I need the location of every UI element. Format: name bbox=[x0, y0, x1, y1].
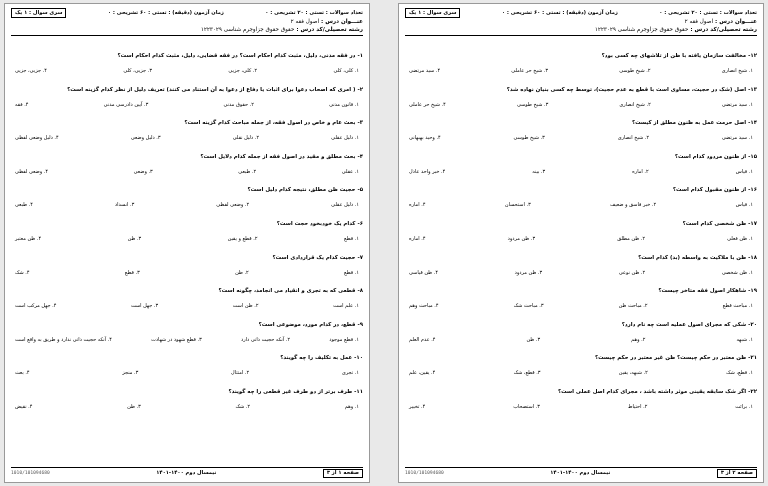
answer-option[interactable]: ۲. آنکه حجیت ذاتی دارد bbox=[241, 336, 291, 343]
answer-option[interactable]: ۴. اماره bbox=[409, 235, 426, 242]
question-number: ۳- bbox=[357, 120, 363, 127]
answer-options bbox=[11, 101, 363, 109]
question-item bbox=[405, 86, 757, 120]
answer-option[interactable]: ۲. شیخ انصاری bbox=[619, 101, 651, 108]
answer-option[interactable]: ۱. دلیل عقلی bbox=[331, 202, 359, 209]
answer-option[interactable]: ۱. قطع bbox=[343, 269, 359, 276]
answer-option[interactable]: ۲. اماره bbox=[632, 168, 649, 175]
question-item bbox=[405, 153, 757, 187]
question-item bbox=[11, 321, 363, 355]
question-text bbox=[405, 220, 757, 229]
answer-option[interactable]: ۴. ظن قیاسی bbox=[409, 269, 439, 276]
question-number: ۸- bbox=[357, 288, 363, 295]
answer-option[interactable]: ۳. مباحث شک bbox=[513, 303, 544, 310]
question-body: شاهکار اصول فقه متاخر چیست؟ bbox=[658, 288, 747, 295]
question-body: ظن شخصی کدام است؟ bbox=[682, 220, 747, 227]
question-body: قطعی که به تجری و انقیاد می انجامد، چگونه است؟ bbox=[218, 288, 356, 295]
question-item bbox=[11, 287, 363, 321]
question-number: ۹- bbox=[357, 321, 363, 328]
question-text bbox=[405, 321, 757, 330]
answer-option[interactable]: ۲. قطع و یقین bbox=[227, 235, 258, 242]
question-number: ۵- bbox=[357, 187, 363, 194]
question-body: اگر شک سابقه یقینی موثر داشته باشد ، مجرای کدام اصل عملی است؟ bbox=[558, 388, 747, 395]
answer-option[interactable]: ۳. جزیی، کلی bbox=[123, 68, 153, 74]
answer-option[interactable]: ۲. خبر فاسق و ضعیف bbox=[610, 202, 657, 209]
question-body: اصل (شک در حجیت، مساوی است با قطع به عدم حجیت)، توسط چه کسی بنیان نهاده شد؟ bbox=[506, 86, 747, 93]
question-text bbox=[11, 153, 363, 162]
answer-option[interactable]: ۳. ظن مردود bbox=[514, 269, 543, 276]
answer-option[interactable]: ۲. ظن مطلق bbox=[617, 235, 646, 242]
answer-option[interactable]: ۲. حقوق مدنی bbox=[223, 101, 254, 108]
question-number: ۴- bbox=[357, 153, 363, 160]
field-value: حقوق حقوق جزاوجرم شناسی ۱۲۲۳۰۲۹ bbox=[594, 27, 689, 33]
question-text bbox=[11, 86, 363, 95]
answer-option[interactable]: ۴. وضعی لفظی bbox=[15, 168, 49, 175]
question-item bbox=[405, 119, 757, 153]
answer-option[interactable]: ۴. شیخ حر عاملی bbox=[409, 101, 446, 108]
question-count: تعداد سوالات : تستی : ۲۰ تشریحی : ۰ bbox=[659, 10, 757, 16]
question-number: ۱۴- bbox=[748, 120, 757, 127]
answer-option[interactable]: ۳. استحسان bbox=[504, 202, 531, 209]
answer-option[interactable]: ۴. جهل مرکب است bbox=[15, 303, 57, 310]
question-item bbox=[11, 86, 363, 120]
question-text bbox=[11, 254, 363, 263]
question-body: کدام یک خودبخود حجت است؟ bbox=[276, 220, 356, 227]
answer-option[interactable]: ۴. وحید بهبهانی bbox=[409, 135, 441, 142]
answer-option[interactable]: ۴. خبر واحد عادل bbox=[409, 168, 446, 175]
answer-option[interactable]: ۴. سید مرتضی bbox=[409, 68, 441, 74]
question-number: ۲- bbox=[357, 86, 363, 93]
question-number: ۲۲- bbox=[748, 388, 757, 395]
answer-options bbox=[405, 336, 757, 344]
answer-option[interactable]: ۲. کلی، جزیی bbox=[228, 68, 258, 74]
question-item bbox=[11, 254, 363, 288]
answer-option[interactable]: ۱. برائت bbox=[735, 403, 753, 410]
question-text bbox=[11, 52, 363, 61]
question-body: حجیت کدام یک قراردادی است؟ bbox=[272, 254, 356, 261]
question-item bbox=[11, 119, 363, 153]
series-label: سری سوال : ۱ یک bbox=[11, 8, 66, 18]
answer-option[interactable]: ۴. عدم العلم bbox=[409, 336, 436, 343]
question-body: بحث عام و خاص در اصول فقه، از جمله مباحث کدام گزینه است؟ bbox=[184, 120, 356, 127]
question-number: ۲۱- bbox=[748, 355, 757, 362]
answer-option[interactable]: ۱. شبهه bbox=[736, 336, 753, 343]
answer-option[interactable]: ۳. ظن bbox=[526, 336, 541, 343]
question-body: شکی که مجرای اصول عملیه است چه نام دارد؟ bbox=[621, 321, 747, 328]
question-count: تعداد سوالات : تستی : ۲۰ تشریحی : ۰ bbox=[265, 10, 363, 16]
question-list bbox=[405, 52, 757, 422]
question-text bbox=[11, 287, 363, 296]
answer-option[interactable]: ۲. ظن است bbox=[232, 303, 259, 310]
answer-option[interactable]: ۳. شیخ طوسی bbox=[516, 101, 549, 108]
header-divider bbox=[11, 35, 363, 36]
answer-option[interactable]: ۴. آنکه حجیت ذاتی ندارد و طریق به واقع است bbox=[15, 336, 112, 343]
answer-option[interactable]: ۳. ظن bbox=[127, 235, 142, 242]
question-number: ۱۲- bbox=[748, 53, 757, 59]
answer-option[interactable]: ۴. یقین، علم bbox=[409, 370, 436, 377]
answer-option[interactable]: ۴. طبعی bbox=[15, 202, 33, 209]
question-text bbox=[11, 186, 363, 195]
answer-options bbox=[11, 269, 363, 277]
answer-option[interactable]: ۱. ظن شخصی bbox=[721, 269, 753, 276]
question-body: از ظنون مقبول کدام است؟ bbox=[672, 187, 747, 194]
answer-option[interactable]: ۱. عقلی bbox=[341, 168, 359, 175]
question-number: ۲۰- bbox=[748, 321, 757, 328]
answer-options bbox=[405, 101, 757, 109]
answer-option[interactable]: ۱. قیاس bbox=[735, 202, 753, 209]
answer-option[interactable]: ۴. فقه bbox=[15, 101, 29, 108]
series-label: سری سوال : ۱ یک bbox=[405, 8, 460, 18]
question-number: ۱۹- bbox=[748, 288, 757, 295]
answer-option[interactable]: ۳. انسداد bbox=[114, 202, 135, 209]
question-item bbox=[405, 287, 757, 321]
answer-option[interactable]: ۲. امتثال bbox=[231, 370, 250, 377]
question-text bbox=[405, 354, 757, 363]
answer-option[interactable]: ۳. وضعی bbox=[133, 168, 153, 175]
answer-option[interactable]: ۴. اماره bbox=[409, 202, 426, 209]
question-body: ظن با ملاکیت به واسطه (بد) کدام است؟ bbox=[638, 254, 747, 261]
exam-page-2 bbox=[398, 3, 764, 483]
answer-option[interactable]: ۳. شیخ حر عاملی bbox=[511, 68, 549, 74]
course-title: اصول فقه ۲ bbox=[684, 19, 714, 25]
answer-option[interactable]: ۳. منجز bbox=[122, 370, 139, 377]
answer-option[interactable]: ۲. طبعی bbox=[238, 168, 257, 175]
exam-header bbox=[11, 8, 363, 48]
question-number: ۱۶- bbox=[748, 187, 757, 194]
question-item bbox=[11, 354, 363, 388]
question-number: ۱۱- bbox=[354, 388, 363, 395]
answer-option[interactable]: ۳. بینه bbox=[532, 168, 546, 175]
course-title: اصول فقه ۲ bbox=[290, 19, 320, 25]
question-body: در فقه مدنی، دلیل، مثبت کدام احکام است؟ در فقه قضایی، دلیل، مثبت کدام احکام است؟ bbox=[117, 53, 356, 59]
question-text bbox=[11, 321, 363, 330]
answer-option[interactable]: ۱. کلی، کلی bbox=[333, 68, 359, 74]
question-body: مخالفت سازمان یافته با ظن از تلاشهای چه کسی بود؟ bbox=[601, 53, 747, 59]
exam-time: زمان آزمون (دقیقه) : تستی : ۶۰ تشریحی : ۰ bbox=[501, 10, 618, 16]
question-item bbox=[405, 354, 757, 388]
page-number: صفحه ۲ از ۳ bbox=[717, 469, 757, 478]
question-text bbox=[405, 86, 757, 95]
answer-option[interactable]: ۲. شیخ انصاری bbox=[617, 135, 650, 142]
answer-option[interactable]: ۴. تخییر bbox=[409, 403, 426, 410]
answer-option[interactable]: ۳. قطع bbox=[124, 269, 140, 276]
answer-option[interactable]: ۴. نقیض bbox=[15, 403, 33, 410]
question-text bbox=[11, 354, 363, 363]
answer-option[interactable]: ۳. دلیل وضعی bbox=[130, 135, 161, 142]
answer-option[interactable]: ۲. مباحث ظن bbox=[618, 303, 648, 310]
answer-option[interactable]: ۱. قانون مدنی bbox=[329, 101, 359, 108]
question-text bbox=[405, 153, 757, 162]
answer-option[interactable]: ۲. وضعی لفظی bbox=[216, 202, 250, 209]
question-text bbox=[405, 186, 757, 195]
answer-option[interactable]: ۱. سید مرتضی bbox=[721, 101, 753, 108]
answer-options bbox=[405, 302, 757, 310]
answer-option[interactable]: ۱. علم است bbox=[333, 303, 359, 310]
answer-option[interactable]: ۲. دلیل نقلی bbox=[232, 135, 259, 142]
question-number: ۱۵- bbox=[748, 153, 757, 160]
answer-option[interactable]: ۱. شیخ انصاری bbox=[721, 68, 753, 74]
answer-options bbox=[11, 134, 363, 142]
answer-options bbox=[405, 369, 757, 377]
answer-option[interactable]: ۲. ظن نوعی bbox=[618, 269, 646, 276]
answer-option[interactable]: ۳. قطع شهود در شهادت bbox=[151, 336, 202, 343]
exam-header bbox=[405, 8, 757, 48]
answer-option[interactable]: ۲. شیخ طوسی bbox=[619, 68, 651, 74]
question-item bbox=[405, 186, 757, 220]
answer-option[interactable]: ۴. دلیل وضعی لفظی bbox=[15, 135, 59, 142]
answer-options bbox=[405, 168, 757, 176]
page-footer bbox=[11, 467, 363, 478]
question-body: بحث مطلق و مقید در اصول فقه از جمله کدام دلایل است؟ bbox=[200, 153, 356, 160]
answer-option[interactable]: ۳. ظن مردود bbox=[507, 235, 536, 242]
answer-options bbox=[11, 369, 363, 377]
question-item bbox=[405, 321, 757, 355]
exam-page-1 bbox=[4, 3, 370, 483]
answer-options bbox=[11, 67, 363, 75]
field-value: حقوق حقوق جزاوجرم شناسی ۱۲۲۳۰۲۹ bbox=[200, 27, 295, 33]
question-item bbox=[405, 220, 757, 254]
course-title-line: عنـــوان درس :اصول فقه ۲ bbox=[290, 19, 363, 25]
question-body: ( امری که اصحاب دعوا برای اثبات یا دفاع از دعوا به آن استناد می کنند) تعریف دلیل از نظر کدام گزینه است؟ bbox=[67, 86, 356, 93]
question-text bbox=[405, 254, 757, 263]
question-item bbox=[11, 388, 363, 422]
answer-option[interactable]: ۱. مباحث قطع bbox=[722, 303, 753, 310]
question-body: قطع، در کدام مورد، موضوعی است؟ bbox=[258, 321, 356, 328]
answer-options bbox=[11, 235, 363, 243]
question-number: ۱۰- bbox=[354, 355, 363, 362]
question-number: ۱- bbox=[357, 53, 363, 59]
answer-options bbox=[405, 403, 757, 411]
question-body: عمل به تکلیف را چه گویند؟ bbox=[280, 355, 353, 362]
question-text bbox=[405, 388, 757, 397]
question-body: حجیت ظن مطلق، نتیجه کدام دلیل است؟ bbox=[247, 187, 356, 194]
question-item bbox=[405, 52, 757, 86]
answer-option[interactable]: ۲. احتیاط bbox=[627, 403, 648, 410]
answer-options bbox=[11, 168, 363, 176]
exam-code: 1010/101094680 bbox=[11, 470, 50, 476]
question-text bbox=[405, 52, 757, 61]
answer-option[interactable]: ۱. وهم bbox=[344, 403, 359, 410]
answer-option[interactable]: ۳. قطع، شک bbox=[513, 370, 541, 377]
question-item bbox=[11, 186, 363, 220]
question-list bbox=[11, 52, 363, 422]
question-item bbox=[11, 220, 363, 254]
page-footer bbox=[405, 467, 757, 478]
question-item bbox=[405, 388, 757, 422]
answer-options bbox=[11, 403, 363, 411]
answer-option[interactable]: ۳. شیخ طوسی bbox=[513, 135, 545, 142]
answer-option[interactable]: ۲. ظن bbox=[235, 269, 249, 276]
question-number: ۶- bbox=[357, 220, 363, 227]
question-number: ۱۳- bbox=[748, 86, 757, 93]
exam-code: 1010/101094680 bbox=[405, 470, 444, 476]
question-body: طرف برتر از دو طرف غیر قطعی را چه گویند؟ bbox=[228, 388, 353, 395]
header-divider bbox=[405, 35, 757, 36]
answer-option[interactable]: ۱. قطع، شک bbox=[726, 370, 753, 377]
question-item bbox=[405, 254, 757, 288]
field-line: رشته تحصیلی/کد درس :حقوق حقوق جزاوجرم شناسی ۱۲۲۳۰۲۹ bbox=[594, 27, 757, 33]
answer-option[interactable]: ۴. ظن معتبر bbox=[15, 235, 42, 242]
question-text bbox=[11, 119, 363, 128]
answer-option[interactable]: ۱. سید مرتضی bbox=[721, 135, 753, 142]
exam-time: زمان آزمون (دقیقه) : تستی : ۶۰ تشریحی : ۰ bbox=[107, 10, 224, 16]
answer-options bbox=[11, 201, 363, 209]
answer-option[interactable]: ۳. جهل است bbox=[131, 303, 159, 310]
course-title-line: عنـــوان درس :اصول فقه ۲ bbox=[684, 19, 757, 25]
question-number: ۷- bbox=[357, 254, 363, 261]
question-text bbox=[405, 287, 757, 296]
answer-option[interactable]: ۱. قطع موجود bbox=[329, 336, 359, 343]
question-number: ۱۷- bbox=[748, 220, 757, 227]
answer-option[interactable]: ۳. استصحاب bbox=[513, 403, 540, 410]
question-number: ۱۸- bbox=[748, 254, 757, 261]
answer-options bbox=[405, 269, 757, 277]
answer-option[interactable]: ۳. ظن bbox=[127, 403, 141, 410]
answer-option[interactable]: ۱. تجری bbox=[341, 370, 359, 377]
question-body: از ظنون مردود کدام است؟ bbox=[674, 153, 747, 160]
question-body: اصل حرمت عمل به ظنون مطلق از کیست؟ bbox=[631, 120, 747, 127]
page-number: صفحه ۱ از ۳ bbox=[323, 469, 363, 478]
term-label: نیمسال دوم ۱۴۰۰-۱۴۰۱ bbox=[156, 470, 217, 476]
answer-option[interactable]: ۳. آیین دادرسی مدنی bbox=[103, 101, 149, 108]
answer-options bbox=[405, 201, 757, 209]
question-text bbox=[11, 388, 363, 397]
question-body: ظن معتبر در حکم چیست؟ ظن غیر معتبر در حکم چیست؟ bbox=[594, 355, 747, 362]
answer-option[interactable]: ۴. مباحث وهم bbox=[409, 303, 439, 310]
answer-options bbox=[405, 134, 757, 142]
answer-options bbox=[405, 235, 757, 243]
answer-option[interactable]: ۲. وهم bbox=[631, 336, 646, 343]
question-item bbox=[11, 52, 363, 86]
answer-option[interactable]: ۴. بعث bbox=[15, 370, 30, 377]
answer-option[interactable]: ۱. قیاس bbox=[735, 168, 753, 175]
question-text bbox=[405, 119, 757, 128]
answer-option[interactable]: ۲. شک bbox=[235, 403, 251, 410]
answer-options bbox=[11, 302, 363, 310]
term-label: نیمسال دوم ۱۴۰۰-۱۴۰۱ bbox=[550, 470, 611, 476]
answer-option[interactable]: ۴. جزیی، جزیی bbox=[15, 68, 47, 74]
question-text bbox=[11, 220, 363, 229]
question-item bbox=[11, 153, 363, 187]
answer-options bbox=[405, 67, 757, 75]
answer-option[interactable]: ۲. شبهه، یقین bbox=[618, 370, 648, 377]
answer-option[interactable]: ۱. ظن فعلی bbox=[727, 235, 753, 242]
answer-option[interactable]: ۱. قطع bbox=[343, 235, 359, 242]
answer-option[interactable]: ۴. شک bbox=[15, 269, 30, 276]
field-line: رشته تحصیلی/کد درس :حقوق حقوق جزاوجرم شناسی ۱۲۲۳۰۲۹ bbox=[200, 27, 363, 33]
answer-options bbox=[11, 336, 363, 344]
answer-option[interactable]: ۱. دلیل عقلی bbox=[331, 135, 359, 142]
